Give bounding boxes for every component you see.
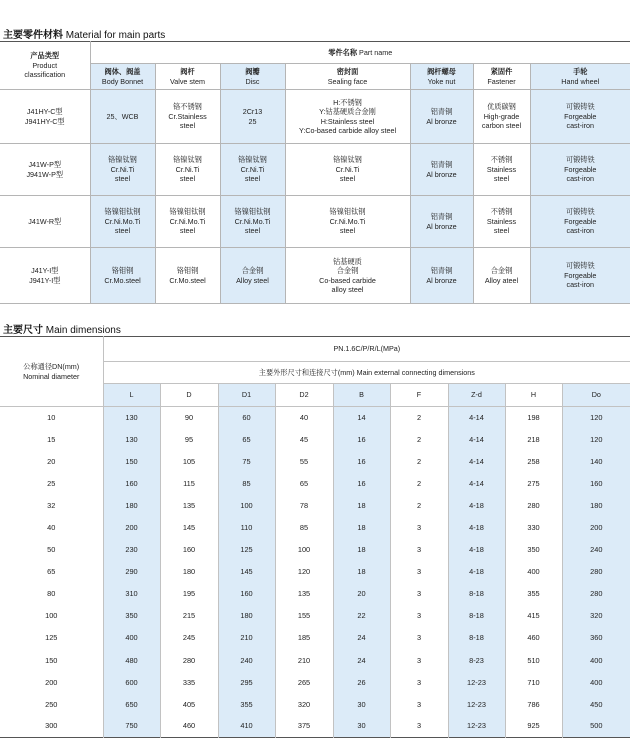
- nominal-diameter-cell: 200: [0, 671, 103, 693]
- dimension-cell: 120: [562, 429, 630, 451]
- nominal-diameter-cell: 10: [0, 407, 103, 429]
- materials-header-row-2: [0, 64, 630, 90]
- dimension-cell: 200: [103, 517, 160, 539]
- dimension-column-header: L: [103, 384, 160, 407]
- dimension-cell: 145: [160, 517, 218, 539]
- dimension-cell: 330: [505, 517, 562, 539]
- dimension-cell: 8-23: [448, 649, 505, 671]
- material-cell: 铬镍钛钢 Cr.Ni.Ti steel: [285, 144, 410, 196]
- dimension-cell: 400: [562, 649, 630, 671]
- dimension-cell: 375: [275, 715, 333, 737]
- dimension-column-header: D2: [275, 384, 333, 407]
- material-cell: 2Cr13 25: [220, 90, 285, 144]
- dimension-cell: 160: [218, 583, 275, 605]
- dimension-cell: 160: [160, 539, 218, 561]
- dimension-cell: 90: [160, 407, 218, 429]
- nominal-diameter-cell: 25: [0, 473, 103, 495]
- dimension-cell: 4-18: [448, 495, 505, 517]
- material-cell: 合金钢 Alloy ateel: [473, 248, 530, 304]
- nominal-diameter-cell: 40: [0, 517, 103, 539]
- material-cell: H:不锈钢 Y:钴基硬质合金刚 H:Stainless steel Y:Co-based carbide alloy steel: [285, 90, 410, 144]
- materials-title: [3, 26, 165, 41]
- dimension-cell: 3: [390, 561, 448, 583]
- dimension-cell: 4-14: [448, 473, 505, 495]
- dimension-cell: 3: [390, 517, 448, 539]
- dimension-cell: 320: [562, 605, 630, 627]
- material-row: [0, 196, 630, 248]
- dimension-cell: 155: [275, 605, 333, 627]
- dimension-cell: 280: [160, 649, 218, 671]
- material-row: [0, 248, 630, 304]
- material-row: [0, 90, 630, 144]
- dimension-cell: 258: [505, 451, 562, 473]
- dimension-cell: 180: [218, 605, 275, 627]
- materials-table: [0, 41, 630, 304]
- material-cell: 铬镍钛钢 Cr.Ni.Ti steel: [220, 144, 285, 196]
- dimension-cell: 24: [333, 649, 390, 671]
- material-cell: 可锻铸铁 Forgeable cast-iron: [530, 90, 630, 144]
- dimension-row: [0, 407, 630, 429]
- dimension-cell: 210: [218, 627, 275, 649]
- dimension-cell: 280: [562, 583, 630, 605]
- material-cell: 可锻铸铁 Forgeable cast-iron: [530, 196, 630, 248]
- material-column-header: 密封面 Sealing face: [285, 64, 410, 90]
- materials-title-zh: 主要零件材料: [3, 30, 63, 41]
- materials-header-row-1: [0, 42, 630, 64]
- dimension-cell: 45: [275, 429, 333, 451]
- dimension-cell: 145: [218, 561, 275, 583]
- product-type-cell: J41Y-I型 J941Y-I型: [0, 248, 90, 304]
- dimension-cell: 460: [505, 627, 562, 649]
- dimension-cell: 120: [562, 407, 630, 429]
- dimension-row: [0, 517, 630, 539]
- material-cell: 铝青铜 Al bronze: [410, 196, 473, 248]
- dimension-cell: 180: [562, 495, 630, 517]
- nominal-diameter-cell: 50: [0, 539, 103, 561]
- nominal-diameter-cell: 300: [0, 715, 103, 737]
- dimension-cell: 8-18: [448, 583, 505, 605]
- dimension-row: [0, 429, 630, 451]
- material-column-header: 阀杆 Valve stem: [155, 64, 220, 90]
- dimension-cell: 310: [103, 583, 160, 605]
- dimension-row: [0, 649, 630, 671]
- dimension-cell: 786: [505, 693, 562, 715]
- dimension-column-header: F: [390, 384, 448, 407]
- product-header: 产品类型 Product classification: [0, 42, 90, 90]
- dimension-cell: 240: [562, 539, 630, 561]
- material-cell: 不锈钢 Stainless steel: [473, 196, 530, 248]
- dimension-cell: 60: [218, 407, 275, 429]
- dimension-cell: 218: [505, 429, 562, 451]
- nominal-diameter-cell: 125: [0, 627, 103, 649]
- material-cell: 铬钼钢 Cr.Mo.steel: [90, 248, 155, 304]
- dimension-cell: 16: [333, 473, 390, 495]
- dimension-cell: 280: [505, 495, 562, 517]
- dimension-cell: 130: [103, 429, 160, 451]
- material-row: [0, 144, 630, 196]
- dimension-cell: 240: [218, 649, 275, 671]
- dimension-cell: 510: [505, 649, 562, 671]
- dimension-cell: 350: [103, 605, 160, 627]
- part-name-header: 零件名称 Part name: [90, 42, 630, 64]
- material-cell: 铬镍钼钛钢 Cr.Ni.Mo.Ti steel: [220, 196, 285, 248]
- dimension-cell: 85: [218, 473, 275, 495]
- nominal-diameter-cell: 65: [0, 561, 103, 583]
- dimension-cell: 3: [390, 715, 448, 737]
- dimensions-title: [3, 321, 121, 336]
- dimension-cell: 180: [160, 561, 218, 583]
- dimension-cell: 410: [218, 715, 275, 737]
- external-dimensions-header: 主要外形尺寸和连接尺寸(mm) Main external connecting dimensions: [103, 362, 630, 384]
- material-column-header: 紧固件 Fastener: [473, 64, 530, 90]
- dimension-cell: 650: [103, 693, 160, 715]
- nominal-diameter-cell: 15: [0, 429, 103, 451]
- dimension-cell: 245: [160, 627, 218, 649]
- dimension-cell: 415: [505, 605, 562, 627]
- material-column-header: 阀体、阀盖 Body Bonnet: [90, 64, 155, 90]
- dimension-cell: 210: [275, 649, 333, 671]
- dimension-cell: 125: [218, 539, 275, 561]
- material-cell: 优质碳钢 High-grade carbon steel: [473, 90, 530, 144]
- material-column-header: 阀瓣 Disc: [220, 64, 285, 90]
- material-cell: 铝青铜 Al bronze: [410, 90, 473, 144]
- material-column-header: 手轮 Hand wheel: [530, 64, 630, 90]
- dimension-cell: 16: [333, 451, 390, 473]
- dimension-cell: 185: [275, 627, 333, 649]
- dimension-cell: 135: [275, 583, 333, 605]
- dimension-cell: 14: [333, 407, 390, 429]
- dimension-cell: 26: [333, 671, 390, 693]
- materials-title-en: Material for main parts: [65, 30, 166, 41]
- dimension-cell: 4-14: [448, 407, 505, 429]
- dimension-cell: 2: [390, 429, 448, 451]
- dimension-cell: 710: [505, 671, 562, 693]
- dimension-cell: 30: [333, 715, 390, 737]
- dimension-cell: 480: [103, 649, 160, 671]
- dimension-cell: 135: [160, 495, 218, 517]
- dimension-column-header: D: [160, 384, 218, 407]
- nominal-diameter-cell: 100: [0, 605, 103, 627]
- dimension-cell: 16: [333, 429, 390, 451]
- dimension-column-header: B: [333, 384, 390, 407]
- dimension-cell: 355: [505, 583, 562, 605]
- nominal-diameter-cell: 150: [0, 649, 103, 671]
- dimension-cell: 2: [390, 407, 448, 429]
- dimension-cell: 198: [505, 407, 562, 429]
- dimension-cell: 18: [333, 539, 390, 561]
- dimension-cell: 8-18: [448, 605, 505, 627]
- material-cell: 铝青铜 Al bronze: [410, 144, 473, 196]
- dimension-cell: 110: [218, 517, 275, 539]
- dimension-cell: 78: [275, 495, 333, 517]
- dimension-row: [0, 671, 630, 693]
- dimension-cell: 400: [505, 561, 562, 583]
- dimension-cell: 320: [275, 693, 333, 715]
- dimension-cell: 100: [218, 495, 275, 517]
- dimension-row: [0, 561, 630, 583]
- nominal-diameter-cell: 20: [0, 451, 103, 473]
- dimension-cell: 295: [218, 671, 275, 693]
- dimension-cell: 100: [275, 539, 333, 561]
- dimension-row: [0, 693, 630, 715]
- dimension-cell: 65: [218, 429, 275, 451]
- dimension-cell: 350: [505, 539, 562, 561]
- material-cell: 合金钢 Alloy steel: [220, 248, 285, 304]
- dimension-cell: 290: [103, 561, 160, 583]
- dimension-cell: 3: [390, 583, 448, 605]
- dimension-cell: 18: [333, 561, 390, 583]
- dimension-row: [0, 605, 630, 627]
- dimension-column-header: Do: [562, 384, 630, 407]
- dimension-cell: 22: [333, 605, 390, 627]
- dimension-row: [0, 539, 630, 561]
- dimension-cell: 3: [390, 649, 448, 671]
- dimension-cell: 2: [390, 473, 448, 495]
- material-cell: 不锈钢 Stainless steel: [473, 144, 530, 196]
- dimension-cell: 3: [390, 693, 448, 715]
- dimension-cell: 405: [160, 693, 218, 715]
- dimension-cell: 335: [160, 671, 218, 693]
- dimension-cell: 160: [562, 473, 630, 495]
- dimension-cell: 2: [390, 451, 448, 473]
- dimension-cell: 12-23: [448, 671, 505, 693]
- material-cell: 铬镍钼钛钢 Cr.Ni.Mo.Ti steel: [285, 196, 410, 248]
- dimension-cell: 750: [103, 715, 160, 737]
- dimension-row: [0, 627, 630, 649]
- dimension-cell: 4-18: [448, 539, 505, 561]
- dimension-cell: 3: [390, 671, 448, 693]
- dimension-row: [0, 715, 630, 737]
- dimension-cell: 230: [103, 539, 160, 561]
- nominal-diameter-cell: 80: [0, 583, 103, 605]
- dimensions-table: [0, 336, 630, 738]
- dimension-cell: 4-18: [448, 561, 505, 583]
- dimension-cell: 140: [562, 451, 630, 473]
- dimension-row: [0, 583, 630, 605]
- dimension-row: [0, 451, 630, 473]
- nominal-diameter-cell: 32: [0, 495, 103, 517]
- material-cell: 铬镍钼钛钢 Cr.Ni.Mo.Ti steel: [155, 196, 220, 248]
- dimension-cell: 400: [562, 671, 630, 693]
- dimension-cell: 8-18: [448, 627, 505, 649]
- dimension-cell: 460: [160, 715, 218, 737]
- dimension-cell: 3: [390, 539, 448, 561]
- nominal-diameter-cell: 250: [0, 693, 103, 715]
- dimension-cell: 925: [505, 715, 562, 737]
- dimension-cell: 160: [103, 473, 160, 495]
- material-cell: 铬镍钼钛钢 Cr.Ni.Mo.Ti steel: [90, 196, 155, 248]
- material-cell: 铬镍钛钢 Cr.Ni.Ti steel: [90, 144, 155, 196]
- product-type-cell: J41HY-C型 J941HY-C型: [0, 90, 90, 144]
- dimension-cell: 4-14: [448, 429, 505, 451]
- dimension-cell: 4-18: [448, 517, 505, 539]
- product-type-cell: J41W-R型: [0, 196, 90, 248]
- dimension-cell: 180: [103, 495, 160, 517]
- dimension-cell: 3: [390, 605, 448, 627]
- dimension-column-header: D1: [218, 384, 275, 407]
- dimension-cell: 30: [333, 693, 390, 715]
- dimension-cell: 355: [218, 693, 275, 715]
- dimension-cell: 4-14: [448, 451, 505, 473]
- dn-header: 公称通径DN(mm) Nominal diameter: [0, 337, 103, 407]
- material-column-header: 阀杆螺母 Yoke nut: [410, 64, 473, 90]
- dimension-row: [0, 473, 630, 495]
- dimension-cell: 195: [160, 583, 218, 605]
- dimension-column-header: H: [505, 384, 562, 407]
- material-cell: 可锻铸铁 Forgeable cast-iron: [530, 248, 630, 304]
- dimensions-title-zh: 主要尺寸: [3, 325, 43, 336]
- dimension-cell: 265: [275, 671, 333, 693]
- material-cell: 钴基硬质 合金钢 Co-based carbide alloy steel: [285, 248, 410, 304]
- material-cell: 铬不锈钢 Cr.Stainless steel: [155, 90, 220, 144]
- dimension-cell: 500: [562, 715, 630, 737]
- material-cell: 25、WCB: [90, 90, 155, 144]
- dimension-cell: 20: [333, 583, 390, 605]
- dimension-cell: 150: [103, 451, 160, 473]
- dimensions-title-en: Main dimensions: [45, 325, 121, 336]
- dimension-cell: 75: [218, 451, 275, 473]
- dimensions-header-row-1: [0, 337, 630, 362]
- material-cell: 铝青铜 Al bronze: [410, 248, 473, 304]
- dimension-cell: 18: [333, 495, 390, 517]
- dimension-cell: 55: [275, 451, 333, 473]
- dimension-cell: 120: [275, 561, 333, 583]
- dimension-cell: 600: [103, 671, 160, 693]
- dimension-cell: 95: [160, 429, 218, 451]
- dimension-column-header: Z-d: [448, 384, 505, 407]
- dimension-cell: 18: [333, 517, 390, 539]
- dimension-cell: 360: [562, 627, 630, 649]
- dimension-cell: 105: [160, 451, 218, 473]
- material-cell: 可锻铸铁 Forgeable cast-iron: [530, 144, 630, 196]
- dimension-cell: 65: [275, 473, 333, 495]
- product-type-cell: J41W-P型 J941W-P型: [0, 144, 90, 196]
- dimension-cell: 24: [333, 627, 390, 649]
- dimension-cell: 115: [160, 473, 218, 495]
- dimension-cell: 130: [103, 407, 160, 429]
- dimension-cell: 12-23: [448, 715, 505, 737]
- dimension-cell: 450: [562, 693, 630, 715]
- dimension-cell: 200: [562, 517, 630, 539]
- dimension-cell: 275: [505, 473, 562, 495]
- dimension-row: [0, 495, 630, 517]
- dimension-cell: 12-23: [448, 693, 505, 715]
- dimension-cell: 85: [275, 517, 333, 539]
- material-cell: 铬镍钛钢 Cr.Ni.Ti steel: [155, 144, 220, 196]
- dimension-cell: 280: [562, 561, 630, 583]
- material-cell: 铬钼钢 Cr.Mo.steel: [155, 248, 220, 304]
- dimension-cell: 3: [390, 627, 448, 649]
- dimension-cell: 400: [103, 627, 160, 649]
- dimension-cell: 2: [390, 495, 448, 517]
- dimension-cell: 215: [160, 605, 218, 627]
- pressure-header: PN.1.6C/P/R/L(MPa): [103, 337, 630, 362]
- dimension-cell: 40: [275, 407, 333, 429]
